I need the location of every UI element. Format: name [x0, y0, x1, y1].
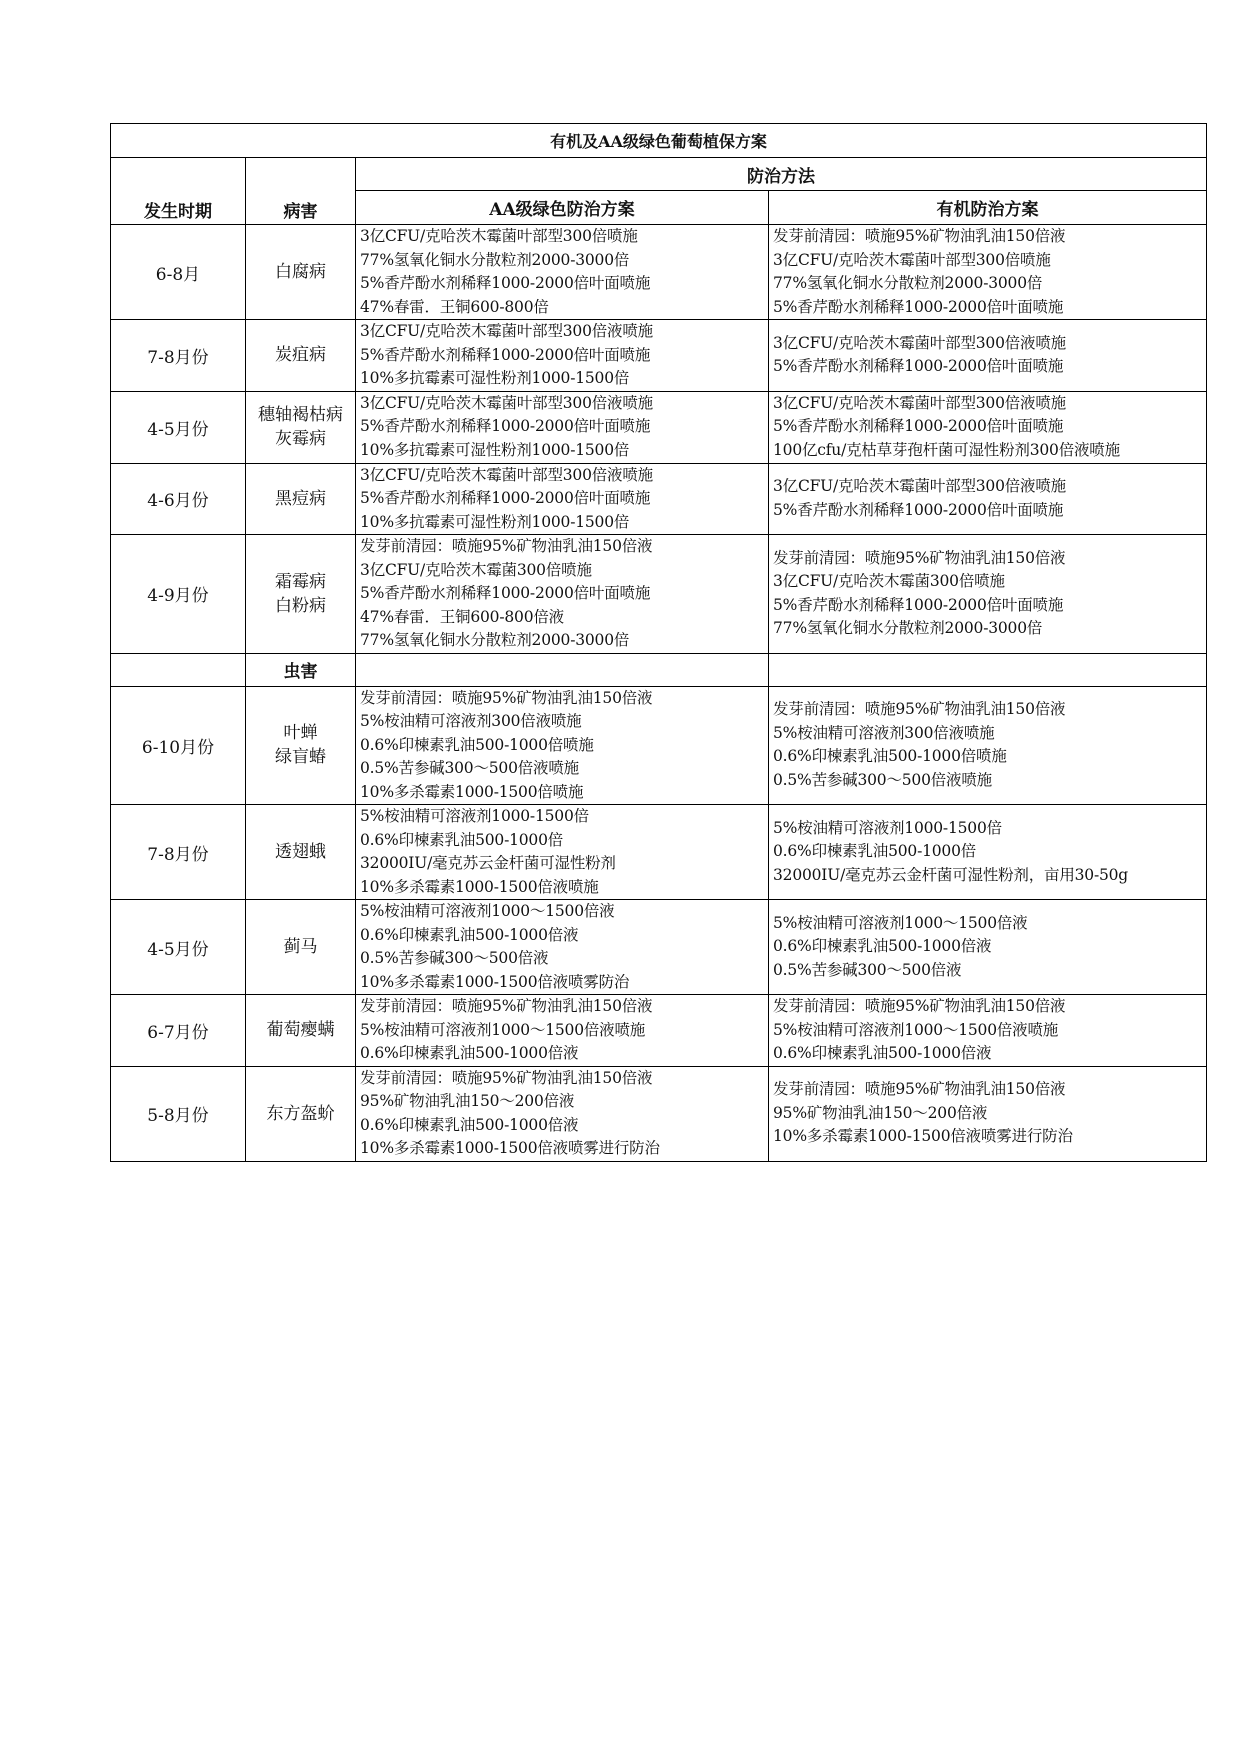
method-line: 5%香芹酚水剂稀释1000-2000倍叶面喷施 — [360, 489, 651, 507]
organic-method-cell — [769, 535, 1207, 654]
method-line: 95%矿物油乳油150～200倍液 — [360, 1092, 575, 1110]
pest-row — [111, 805, 1207, 900]
pest-row — [111, 1066, 1207, 1161]
method-line: 5%香芹酚水剂稀释1000-2000倍叶面喷施 — [773, 297, 1064, 316]
period-header: 发生时期 — [111, 158, 246, 225]
method-line: 0.6%印楝素乳油500-1000倍喷施 — [360, 735, 594, 754]
method-line: 3亿CFU/克哈茨木霉菌叶部型300倍液喷施 — [773, 393, 1066, 412]
method-line: 5%香芹酚水剂稀释1000-2000倍叶面喷施 — [360, 274, 651, 292]
method-line: 0.6%印楝素乳油500-1000倍液 — [360, 1044, 579, 1062]
method-line: 47%春雷．王铜600-800倍液 — [360, 607, 564, 626]
disease-name-cell — [246, 535, 356, 654]
empty-cell — [356, 653, 769, 686]
method-line: 0.6%印楝素乳油500-1000倍液 — [773, 937, 992, 956]
method-line: 5%桉油精可溶液剂1000～1500倍液 — [360, 902, 615, 920]
aa-method-cell — [356, 225, 769, 320]
method-line: 0.5%苦参碱300～500倍液喷施 — [773, 770, 992, 789]
aa-method-cell — [356, 391, 769, 463]
period-cell: 4-5月份 — [111, 900, 246, 995]
pest-name: 叶蝉 — [283, 723, 318, 744]
aa-plan-header: AA级绿色防治方案 — [356, 191, 769, 225]
pest-row — [111, 686, 1207, 805]
method-line: 100亿cfu/克枯草芽孢杆菌可湿性粉剂300倍液喷施 — [773, 440, 1120, 459]
pest-name-cell — [246, 1066, 356, 1161]
method-line: 5%桉油精可溶液剂1000-1500倍 — [773, 818, 1002, 837]
pest-name-cell — [246, 995, 356, 1067]
period-cell: 6-10月份 — [111, 686, 246, 805]
aa-method-cell — [356, 686, 769, 805]
disease-name: 白腐病 — [275, 262, 326, 282]
method-line: 5%桉油精可溶液剂1000～1500倍液喷施 — [773, 1020, 1059, 1039]
method-line: 10%多抗霉素可湿性粉剂1000-1500倍 — [360, 512, 630, 531]
method-line: 3亿CFU/克哈茨木霉菌叶部型300倍液喷施 — [360, 322, 653, 340]
pest-name: 绿盲蝽 — [275, 747, 326, 768]
aa-method-cell — [356, 463, 769, 535]
pest-name-cell — [246, 686, 356, 805]
period-cell: 7-8月份 — [111, 320, 246, 392]
method-line: 发芽前清园：喷施95%矿物油乳油150倍液 — [773, 997, 1066, 1015]
period-cell: 4-9月份 — [111, 535, 246, 654]
method-line: 3亿CFU/克哈茨木霉菌叶部型300倍液喷施 — [773, 333, 1066, 352]
organic-method-cell — [769, 320, 1207, 392]
method-line: 0.5%苦参碱300～500倍液 — [360, 949, 549, 967]
method-line: 发芽前清园：喷施95%矿物油乳油150倍液 — [360, 1068, 653, 1087]
organic-method-cell — [769, 995, 1207, 1067]
method-line: 0.6%印楝素乳油500-1000倍液 — [360, 925, 579, 944]
method-line: 10%多杀霉素1000-1500倍液喷雾进行防治 — [773, 1127, 1073, 1146]
disease-name-cell — [246, 463, 356, 535]
method-line: 32000IU/毫克苏云金杆菌可湿性粉剂，亩用30-50g — [773, 865, 1129, 884]
organic-method-cell — [769, 463, 1207, 535]
pest-row — [111, 900, 1207, 995]
organic-method-cell — [769, 686, 1207, 805]
period-cell: 7-8月份 — [111, 805, 246, 900]
aa-method-cell — [356, 995, 769, 1067]
method-line: 发芽前清园：喷施95%矿物油乳油150倍液 — [773, 700, 1066, 719]
period-cell: 6-8月 — [111, 225, 246, 320]
pest-name-cell — [246, 900, 356, 995]
disease-name: 炭疽病 — [275, 345, 326, 366]
method-line: 0.5%苦参碱300～500倍液喷施 — [360, 759, 579, 777]
disease-row — [111, 225, 1207, 320]
disease-name: 黑痘病 — [275, 488, 326, 509]
method-line: 0.6%印楝素乳油500-1000倍液 — [360, 1115, 579, 1134]
disease-row — [111, 535, 1207, 654]
method-line: 10%多杀霉素1000-1500倍喷施 — [360, 782, 584, 801]
method-line: 5%桉油精可溶液剂1000-1500倍 — [360, 807, 589, 825]
method-line: 5%香芹酚水剂稀释1000-2000倍叶面喷施 — [773, 500, 1064, 519]
pest-section-label: 虫害 — [246, 653, 356, 686]
method-line: 0.6%印楝素乳油500-1000倍 — [360, 830, 564, 849]
method-line: 3亿CFU/克哈茨木霉菌叶部型300倍液喷施 — [773, 477, 1066, 496]
method-line: 5%桉油精可溶液剂1000～1500倍液 — [773, 913, 1028, 932]
empty-cell — [111, 653, 246, 686]
method-line: 77%氢氧化铜水分散粒剂2000-3000倍 — [360, 250, 630, 269]
method-line: 5%桉油精可溶液剂1000～1500倍液喷施 — [360, 1020, 646, 1039]
pest-name: 葡萄瘿螨 — [266, 1020, 335, 1041]
method-line: 10%多杀霉素1000-1500倍液喷雾进行防治 — [360, 1139, 660, 1157]
aa-method-cell — [356, 900, 769, 995]
title-row — [111, 124, 1207, 158]
pest-name: 蓟马 — [283, 937, 318, 957]
organic-method-cell — [769, 805, 1207, 900]
method-line: 5%香芹酚水剂稀释1000-2000倍叶面喷施 — [360, 345, 651, 364]
method-line: 5%桉油精可溶液剂300倍液喷施 — [773, 723, 995, 742]
method-line: 32000IU/毫克苏云金杆菌可湿性粉剂 — [360, 854, 616, 872]
header-row-1 — [111, 158, 1207, 191]
method-line: 3亿CFU/克哈茨木霉菌300倍喷施 — [773, 572, 1005, 591]
organic-method-cell — [769, 225, 1207, 320]
method-line: 5%香芹酚水剂稀释1000-2000倍叶面喷施 — [773, 417, 1064, 436]
disease-name: 霜霉病 — [275, 571, 326, 592]
method-line: 0.6%印楝素乳油500-1000倍喷施 — [773, 747, 1007, 766]
method-line: 10%多杀霉素1000-1500倍液喷施 — [360, 877, 599, 896]
method-line: 10%多抗霉素可湿性粉剂1000-1500倍 — [360, 440, 630, 459]
aa-method-cell — [356, 320, 769, 392]
pest-section-row — [111, 653, 1207, 686]
disease-name-cell — [246, 391, 356, 463]
method-line: 5%香芹酚水剂稀释1000-2000倍叶面喷施 — [773, 595, 1064, 614]
method-line: 5%香芹酚水剂稀释1000-2000倍叶面喷施 — [360, 417, 651, 436]
method-line: 0.6%印楝素乳油500-1000倍 — [773, 842, 977, 861]
pest-name: 东方盔蚧 — [266, 1103, 335, 1124]
disease-header: 病害 — [246, 158, 356, 225]
method-line: 发芽前清园：喷施95%矿物油乳油150倍液 — [773, 548, 1066, 567]
disease-name: 穗轴褐枯病 — [258, 405, 343, 425]
period-cell: 4-5月份 — [111, 391, 246, 463]
method-line: 3亿CFU/克哈茨木霉菌300倍喷施 — [360, 560, 592, 579]
method-line: 3亿CFU/克哈茨木霉菌叶部型300倍液喷施 — [360, 465, 653, 484]
method-line: 发芽前清园：喷施95%矿物油乳油150倍液 — [360, 537, 653, 555]
method-line: 5%桉油精可溶液剂300倍液喷施 — [360, 712, 582, 730]
period-cell: 4-6月份 — [111, 463, 246, 535]
aa-method-cell — [356, 535, 769, 654]
period-cell: 5-8月份 — [111, 1066, 246, 1161]
organic-plan-header: 有机防治方案 — [769, 191, 1207, 225]
disease-row — [111, 320, 1207, 392]
method-line: 发芽前清园：喷施95%矿物油乳油150倍液 — [360, 688, 653, 707]
aa-method-cell — [356, 805, 769, 900]
method-line: 5%香芹酚水剂稀释1000-2000倍叶面喷施 — [773, 357, 1064, 376]
method-line: 95%矿物油乳油150～200倍液 — [773, 1103, 988, 1122]
plant-protection-table — [110, 123, 1207, 1162]
pest-name-cell — [246, 805, 356, 900]
method-line: 47%春雷．王铜600-800倍 — [360, 297, 549, 316]
disease-name: 白粉病 — [275, 595, 326, 616]
disease-row — [111, 463, 1207, 535]
disease-row — [111, 391, 1207, 463]
disease-name-cell — [246, 225, 356, 320]
method-line: 发芽前清园：喷施95%矿物油乳油150倍液 — [773, 227, 1066, 245]
aa-method-cell — [356, 1066, 769, 1161]
method-header: 防治方法 — [356, 158, 1207, 191]
organic-method-cell — [769, 900, 1207, 995]
method-line: 发芽前清园：喷施95%矿物油乳油150倍液 — [360, 997, 653, 1015]
method-line: 77%氢氧化铜水分散粒剂2000-3000倍 — [773, 274, 1043, 292]
empty-cell — [769, 653, 1207, 686]
method-line: 3亿CFU/克哈茨木霉菌叶部型300倍喷施 — [360, 227, 638, 245]
disease-name: 灰霉病 — [275, 429, 326, 449]
method-line: 0.5%苦参碱300～500倍液 — [773, 960, 962, 979]
organic-method-cell — [769, 391, 1207, 463]
pest-name: 透翅蛾 — [275, 842, 326, 862]
method-line: 5%香芹酚水剂稀释1000-2000倍叶面喷施 — [360, 584, 651, 602]
method-line: 3亿CFU/克哈茨木霉菌叶部型300倍喷施 — [773, 250, 1051, 269]
period-cell: 6-7月份 — [111, 995, 246, 1067]
method-line: 0.6%印楝素乳油500-1000倍液 — [773, 1044, 992, 1062]
method-line: 10%多抗霉素可湿性粉剂1000-1500倍 — [360, 369, 630, 387]
pest-row — [111, 995, 1207, 1067]
disease-name-cell — [246, 320, 356, 392]
method-line: 77%氢氧化铜水分散粒剂2000-3000倍 — [773, 619, 1043, 638]
organic-method-cell — [769, 1066, 1207, 1161]
method-line: 3亿CFU/克哈茨木霉菌叶部型300倍液喷施 — [360, 393, 653, 412]
table-title: 有机及AA级绿色葡萄植保方案 — [111, 124, 1207, 158]
method-line: 发芽前清园：喷施95%矿物油乳油150倍液 — [773, 1080, 1066, 1099]
method-line: 10%多杀霉素1000-1500倍液喷雾防治 — [360, 972, 630, 991]
method-line: 77%氢氧化铜水分散粒剂2000-3000倍 — [360, 631, 630, 649]
